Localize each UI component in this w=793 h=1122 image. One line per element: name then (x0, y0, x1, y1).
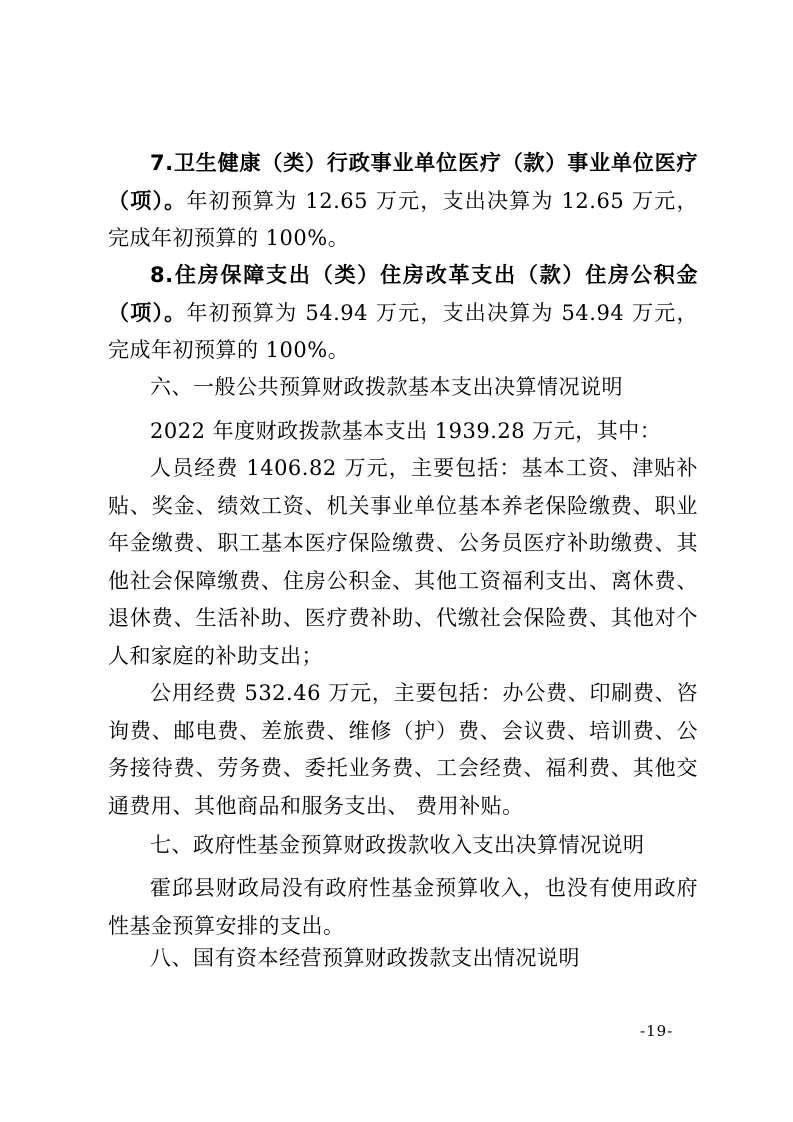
page-number: -19- (640, 1022, 674, 1040)
item7-paragraph (108, 145, 698, 258)
item8-heading: 8.住房保障支出（类）住房改革支出（款）住房公积金（项）。 (108, 263, 698, 325)
item8-body: 年初预算为 54.94 万元，支出决算为 54.94 万元，完成年初预算的 100%。 (108, 300, 699, 362)
section6-title: 六、一般公共预算财政拨款基本支出决算情况说明 (150, 375, 623, 399)
section8-title: 八、国有资本经营预算财政拨款支出情况说明 (150, 946, 580, 970)
section6-public-paragraph: 公用经费 532.46 万元，主要包括：办公费、印刷费、咨询费、邮电费、差旅费、维修（护）费、会议费、培训费、公务接待费、劳务费、委托业务费、工会经费、福利费、其他交通费用、其他商品和服务支出、 费用补贴。 (108, 681, 698, 818)
section7-body: 霍邱县财政局没有政府性基金预算收入，也没有使用政府性基金预算安排的支出。 (108, 876, 698, 938)
section7-title: 七、政府性基金预算财政拨款收入支出决算情况说明 (150, 833, 645, 857)
section6-intro: 2022 年度财政拨款基本支出 1939.28 万元，其中： (150, 419, 662, 443)
item8-paragraph (108, 257, 698, 370)
item7-heading: 7.卫生健康（类）行政事业单位医疗（款）事业单位医疗（项）。 (108, 151, 698, 213)
section6-personnel-paragraph: 人员经费 1406.82 万元，主要包括：基本工资、津贴补贴、奖金、绩效工资、机关事业单位基本养老保险缴费、职业年金缴费、职工基本医疗保险缴费、公务员医疗补助缴费、其他社会保障缴费、住房公积金、其他工资福利支出、离休费、退休费、生活补助、医疗费补助、代缴社会保险费、其他对个人和家庭的补助支出； (108, 456, 698, 668)
item7-body: 年初预算为 12.65 万元，支出决算为 12.65 万元，完成年初预算的 100%。 (108, 188, 699, 250)
